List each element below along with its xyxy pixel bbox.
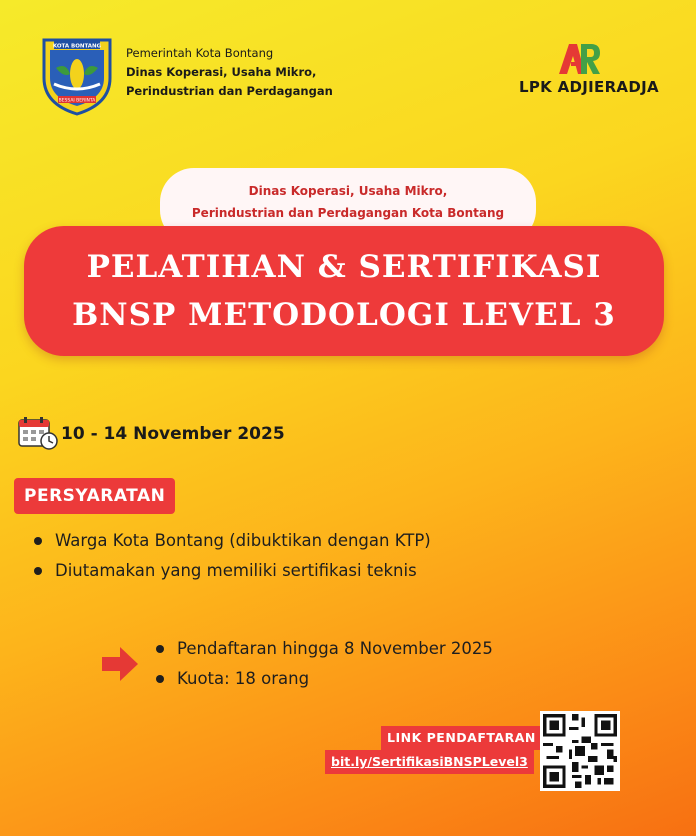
requirement-item: Warga Kota Bontang (dibuktikan dengan KTP) (30, 526, 431, 556)
organizer-line-1: Dinas Koperasi, Usaha Mikro, (248, 184, 448, 198)
requirements-label: PERSYARATAN (14, 478, 175, 514)
registration-info-item: Kuota: 18 orang (152, 664, 493, 694)
registration-info-list (152, 634, 493, 694)
registration-link-label: LINK PENDAFTARAN (381, 726, 542, 750)
requirements-list (30, 526, 431, 586)
gov-line-3: Perindustrian dan Perdagangan (126, 84, 333, 98)
registration-info-item: Pendaftaran hingga 8 November 2025 (152, 634, 493, 664)
lpk-logo-icon (557, 40, 601, 76)
organizer-line-2: Perindustrian dan Perdagangan Kota Bontang (191, 206, 505, 220)
main-title-box (24, 226, 664, 356)
calendar-icon (18, 416, 58, 450)
lpk-name: LPK ADJIERADJA (519, 78, 659, 96)
qr-code-icon[interactable] (540, 711, 620, 791)
arrow-right-icon (100, 645, 140, 683)
government-header (126, 44, 333, 101)
requirement-item: Diutamakan yang memiliki sertifikasi teknis (30, 556, 431, 586)
main-title-line-2: BNSP METODOLOGI LEVEL 3 (72, 297, 616, 333)
event-date: 10 - 14 November 2025 (61, 424, 285, 444)
kota-bontang-emblem-icon (40, 34, 114, 116)
svg-text:BESSAI BERINTA: BESSAI BERINTA (58, 98, 96, 104)
gov-line-1: Pemerintah Kota Bontang (126, 46, 274, 60)
svg-text:KOTA BONTANG: KOTA BONTANG (52, 43, 102, 50)
registration-link[interactable]: bit.ly/SertifikasiBNSPLevel3 (325, 750, 534, 774)
gov-line-2: Dinas Koperasi, Usaha Mikro, (126, 65, 317, 79)
main-title-line-1: PELATIHAN & SERTIFIKASI (86, 249, 602, 285)
